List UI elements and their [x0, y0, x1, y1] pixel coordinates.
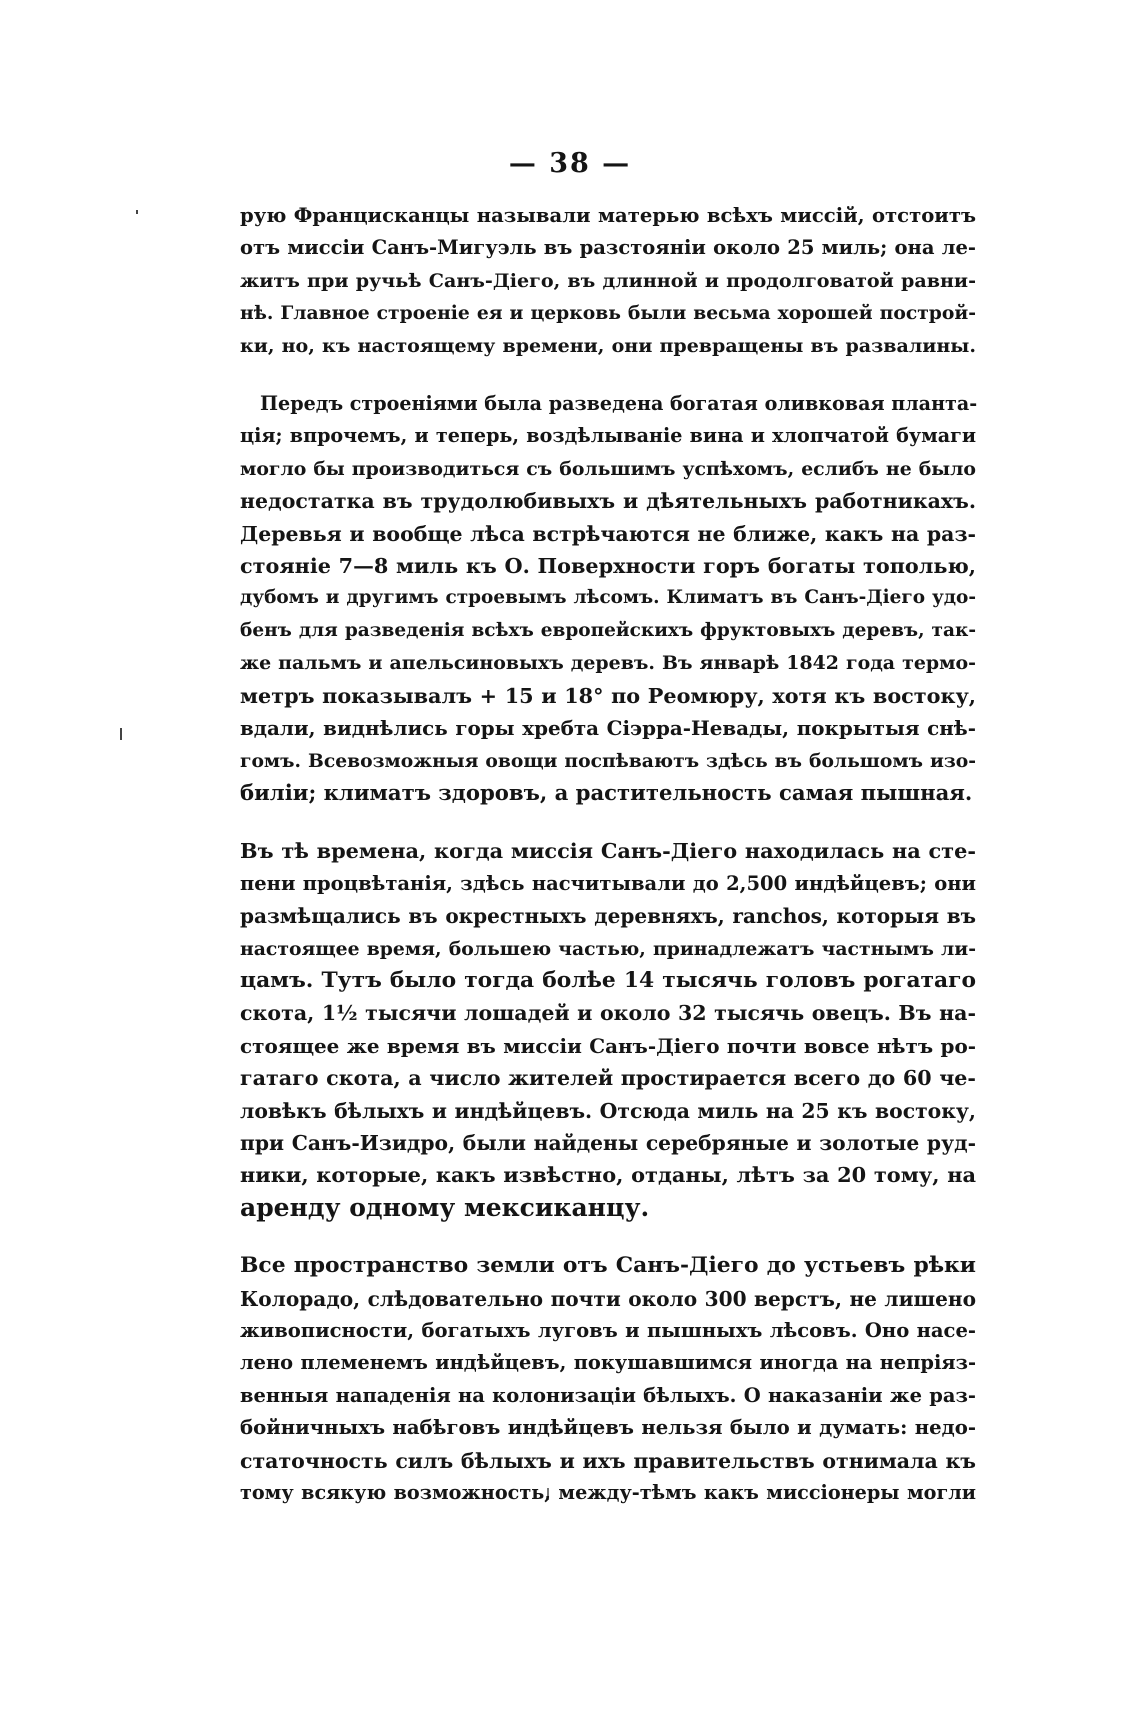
- page-number: — 38 —: [508, 148, 632, 179]
- text-line: отъ миссіи Санъ-Мигуэль въ разстояніи около 25 миль; она ле-: [240, 236, 976, 260]
- text-line: могло бы производиться съ большимъ успѣхомъ, еслибъ не было: [240, 457, 976, 480]
- paragraph-4: [240, 1250, 976, 1509]
- text-line: статочность силъ бѣлыхъ и ихъ правительствъ отнимала къ: [240, 1448, 976, 1473]
- text-line: Все пространство земли отъ Санъ-Діего до устьевъ рѣки: [240, 1253, 976, 1279]
- text-line: вдали, виднѣлись горы хребта Сіэрра-Невады, покрытыя снѣ-: [240, 716, 976, 741]
- text-line: пени процвѣтанія, здѣсь насчитывали до 2,500 индѣйцевъ; они: [240, 871, 976, 895]
- scan-speck: [136, 210, 138, 214]
- text-line: биліи; климатъ здоровъ, а растительность самая пышная.: [240, 779, 973, 805]
- paragraph-2: [240, 388, 976, 809]
- text-line: при Санъ-Изидро, были найдены серебряные и золотые руд-: [240, 1130, 976, 1155]
- paragraph-3: [240, 835, 976, 1224]
- text-line: ки, но, къ настоящему времени, они превращены въ развалины.: [240, 334, 976, 357]
- text-line: стояніе 7—8 миль къ О. Поверхности горъ богаты тополью,: [240, 554, 976, 579]
- text-line: нѣ. Главное строеніе ея и церковь были весьма хорошей построй-: [240, 302, 976, 325]
- text-line: житъ при ручьѣ Санъ-Діего, въ длинной и продолговатой равни-: [240, 268, 976, 292]
- text-line: живописности, богатыхъ луговъ и пышныхъ лѣсовъ. Оно насе-: [240, 1319, 976, 1342]
- text-line: настоящее время, большею частью, принадлежатъ частнымъ ли-: [240, 937, 976, 960]
- text-line: скота, 1½ тысячи лошадей и около 32 тысячь овецъ. Въ на-: [240, 1001, 976, 1026]
- text-line: ники, которые, какъ извѣстно, отданы, лѣтъ за 20 тому, на: [240, 1162, 976, 1188]
- text-line: Въ тѣ времена, когда миссія Санъ-Діего находилась на сте-: [240, 838, 976, 864]
- text-line: размѣщались въ окрестныхъ деревняхъ, ranchos, которыя въ: [240, 904, 976, 929]
- text-line: же пальмъ и апельсиновыхъ деревъ. Въ январѣ 1842 года термо-: [240, 652, 976, 675]
- text-line: недостатка въ трудолюбивыхъ и дѣятельныхъ работникахъ.: [240, 489, 976, 514]
- text-line: венныя нападенія на колонизаціи бѣлыхъ. О наказаніи же раз-: [240, 1383, 976, 1407]
- text-line: гатаго скота, а число жителей простирается всего до 60 че-: [240, 1066, 976, 1091]
- text-line: цамъ. Тутъ было тогда болѣе 14 тысячь головъ рогатаго: [240, 967, 976, 993]
- text-line: ція; впрочемъ, и теперь, воздѣлываніе вина и хлопчатой бумаги: [240, 424, 976, 448]
- text-line: аренду одному мексиканцу.: [240, 1192, 650, 1222]
- text-line: стоящее же время въ миссіи Санъ-Діего почти вовсе нѣтъ ро-: [240, 1033, 976, 1058]
- text-line: дубомъ и другимъ строевымъ лѣсомъ. Климатъ въ Санъ-Діего удо-: [240, 587, 976, 609]
- text-line: метръ показывалъ + 15 и 18° по Реомюру, хотя къ востоку,: [240, 683, 976, 708]
- text-line: бойничныхъ набѣговъ индѣйцевъ нельзя было и думать: недо-: [240, 1416, 976, 1440]
- text-line: Колорадо, слѣдовательно почти около 300 верстъ, не лишено: [240, 1286, 976, 1311]
- text-line: лено племенемъ индѣйцевъ, покушавшимся иногда на непріяз-: [240, 1351, 976, 1375]
- text-line: Передъ строеніями была разведена богатая оливковая планта-: [260, 392, 978, 416]
- text-line: гомъ. Всевозможныя овощи поспѣваютъ здѣсь въ большомъ изо-: [240, 749, 976, 772]
- paragraph-1: [240, 200, 976, 362]
- text-line: ловѣкъ бѣлыхъ и индѣйцевъ. Отсюда миль на 25 къ востоку,: [240, 1098, 976, 1123]
- text-line: бенъ для разведенія всѣхъ европейскихъ фруктовыхъ деревъ, так-: [240, 619, 976, 641]
- text-line: тому всякую возможность, между-тѣмъ какъ миссіонеры могли: [240, 1481, 976, 1505]
- body-text: [240, 200, 976, 1509]
- text-line: Деревья и вообще лѣса встрѣчаются не ближе, какъ на раз-: [240, 521, 976, 546]
- scan-speck: [120, 728, 122, 740]
- text-line: рую Францисканцы называли матерью всѣхъ миссій, отстоитъ: [240, 204, 976, 227]
